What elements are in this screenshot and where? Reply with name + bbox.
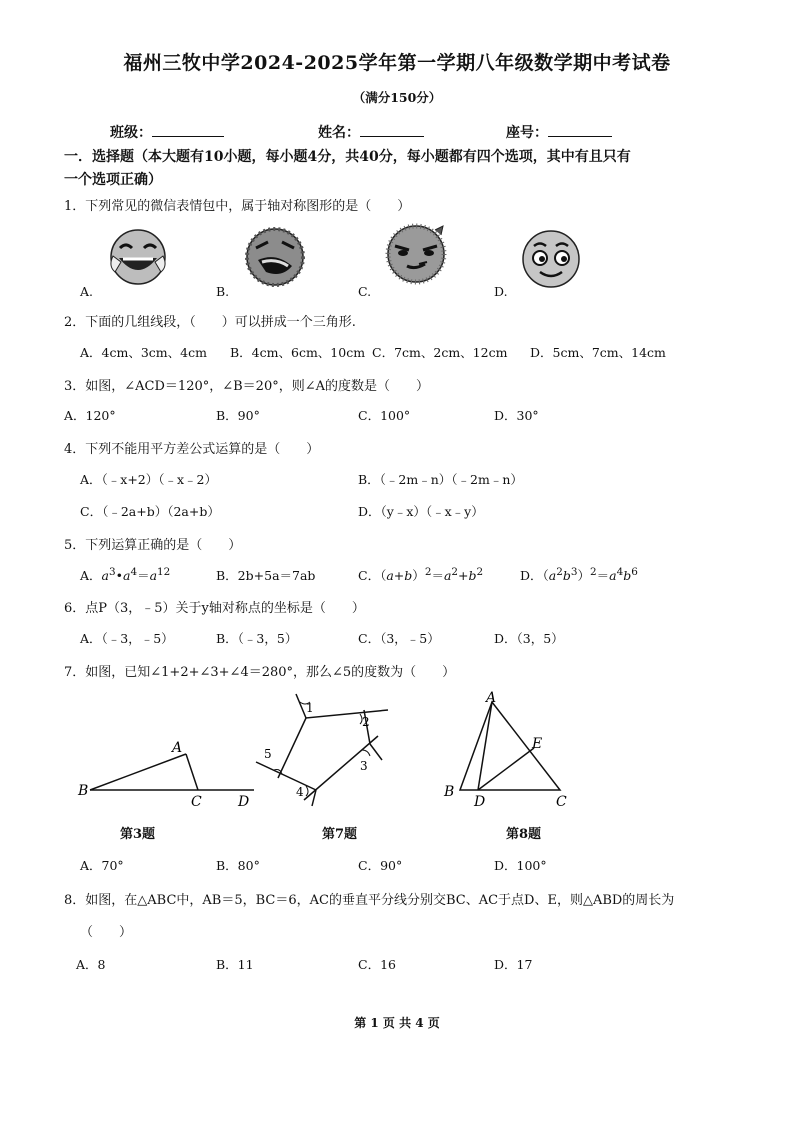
page-number: 第 1 页 共 4 页 <box>354 1016 440 1030</box>
q7-stem: 7．如图，已知∠1+2+∠3+∠4＝280°，那么∠5的度数为（ ） <box>64 665 456 680</box>
page-title: 福州三牧中学2024-2025学年第一学期八年级数学期中考试卷 <box>123 52 671 74</box>
full-score: （满分150分） <box>352 90 442 105</box>
q7-option-d[interactable]: D．100° <box>494 858 547 873</box>
q1-stem: 1．下列常见的微信表情包中，属于轴对称图形的是（ ） <box>64 199 411 214</box>
fig8-label-b: B <box>444 784 455 800</box>
q8-option-d[interactable]: D．17 <box>494 957 533 972</box>
q5-stem: 5．下列运算正确的是（ ） <box>64 538 242 553</box>
q5-option-c[interactable]: C．$(a+b)^2=a^2+b^2$ <box>358 566 484 584</box>
q1-option-b[interactable]: B. <box>216 284 230 299</box>
q3-option-c[interactable]: C．100° <box>358 408 411 423</box>
fig8-caption: 第8题 <box>506 827 542 842</box>
q4-option-d[interactable]: D．（y﹣x）（﹣x﹣y） <box>358 504 484 519</box>
fig3-caption: 第3题 <box>120 827 156 842</box>
seat-label: 座号： <box>506 125 548 141</box>
q3-option-d[interactable]: D．30° <box>494 408 539 423</box>
figure-q7-pentagon <box>254 690 394 808</box>
q5-option-a[interactable]: A．$a^3•a^4=a^{12}$ <box>80 566 171 584</box>
q7-option-c[interactable]: C．90° <box>358 858 403 873</box>
fig3-label-d: D <box>238 794 250 808</box>
q3-option-b[interactable]: B．90° <box>216 408 260 423</box>
q7-option-a[interactable]: A．70° <box>80 858 124 873</box>
q8-option-a[interactable]: A．8 <box>76 957 106 972</box>
fig7-label-2: 2 <box>362 715 370 729</box>
q6-option-b[interactable]: B．（﹣3，5） <box>216 631 298 646</box>
q5-option-a-label: A． <box>80 568 102 584</box>
class-field <box>110 122 224 142</box>
q3-option-a[interactable]: A．120° <box>64 408 116 423</box>
q8-option-b[interactable]: B．11 <box>216 957 254 972</box>
laughing-face-icon <box>106 226 170 288</box>
q1-option-d[interactable]: D. <box>494 284 508 299</box>
section-heading-line2: 一个选项正确） <box>64 172 162 188</box>
q6-option-a[interactable]: A．（﹣3，﹣5） <box>80 631 174 646</box>
q8-answer-paren: （ ） <box>80 925 133 940</box>
fig3-label-b: B <box>78 783 89 799</box>
section-heading-line1: 一．选择题（本大题有10小题，每小题4分，共40分，每小题都有四个选项，其中有且只有 <box>64 149 631 165</box>
q4-option-b[interactable]: B．（﹣2m﹣n）（﹣2m﹣n） <box>358 472 523 487</box>
fig7-label-5: 5 <box>264 747 272 761</box>
q5-option-d[interactable]: D．$(a^2b^3)^2=a^4b^6$ <box>520 566 638 584</box>
class-label: 班级： <box>110 125 152 141</box>
smiling-face-icon <box>520 228 582 290</box>
q3-stem: 3．如图，∠ACD＝120°，∠B＝20°，则∠A的度数是（ ） <box>64 379 430 394</box>
q6-stem: 6．点P（3，﹣5）关于y轴对称点的坐标是（ ） <box>64 601 365 616</box>
q7-option-b[interactable]: B．80° <box>216 858 260 873</box>
figure-q8-triangle <box>440 690 580 812</box>
q6-option-c[interactable]: C．（3，﹣5） <box>358 631 440 646</box>
fig7-caption: 第7题 <box>322 827 358 842</box>
smirking-face-icon <box>383 220 449 286</box>
q5-option-b[interactable]: B．2b+5a＝7ab <box>216 568 316 583</box>
seat-field <box>506 122 612 142</box>
q5-option-d-label: D． <box>520 568 543 584</box>
q4-option-a[interactable]: A．（﹣x+2）（﹣x﹣2） <box>80 472 218 487</box>
fig7-label-4: 4 <box>296 785 304 799</box>
fig7-label-1: 1 <box>306 701 314 715</box>
q8-stem: 8．如图，在△ABC中，AB＝5，BC＝6，AC的垂直平分线分别交BC、AC于点D、E，则△ABD的周长为 <box>64 893 675 908</box>
q4-stem: 4．下列不能用平方差公式运算的是（ ） <box>64 442 320 457</box>
fig8-label-d: D <box>474 794 486 810</box>
grinning-tilted-face-icon <box>244 226 306 288</box>
name-field <box>318 122 424 142</box>
q4-option-c[interactable]: C．（﹣2a+b）（2a+b） <box>80 504 220 519</box>
fig3-label-c: C <box>191 794 202 808</box>
fig8-label-a: A <box>486 690 497 706</box>
name-label: 姓名： <box>318 125 360 141</box>
q8-option-c[interactable]: C．16 <box>358 957 396 972</box>
q5-option-c-label: C． <box>358 568 381 584</box>
q1-option-c[interactable]: C. <box>358 284 372 299</box>
q2-option-b[interactable]: B．4cm、6cm、10cm <box>230 345 366 360</box>
fig7-label-3: 3 <box>360 759 368 773</box>
q2-stem: 2．下面的几组线段，（ ）可以拼成一个三角形. <box>64 315 356 330</box>
q2-option-c[interactable]: C．7cm、2cm、12cm <box>372 345 508 360</box>
class-blank[interactable] <box>152 122 224 137</box>
figure-q3-triangle <box>74 736 258 808</box>
name-blank[interactable] <box>360 122 424 137</box>
seat-blank[interactable] <box>548 122 612 137</box>
q6-option-d[interactable]: D．（3，5） <box>494 631 564 646</box>
fig8-label-e: E <box>532 736 543 752</box>
q1-option-a[interactable]: A. <box>80 284 94 299</box>
fig8-label-c: C <box>556 794 567 810</box>
q2-option-d[interactable]: D．5cm、7cm、14cm <box>530 345 666 360</box>
q2-option-a[interactable]: A．4cm、3cm、4cm <box>80 345 207 360</box>
fig3-label-a: A <box>172 740 183 756</box>
